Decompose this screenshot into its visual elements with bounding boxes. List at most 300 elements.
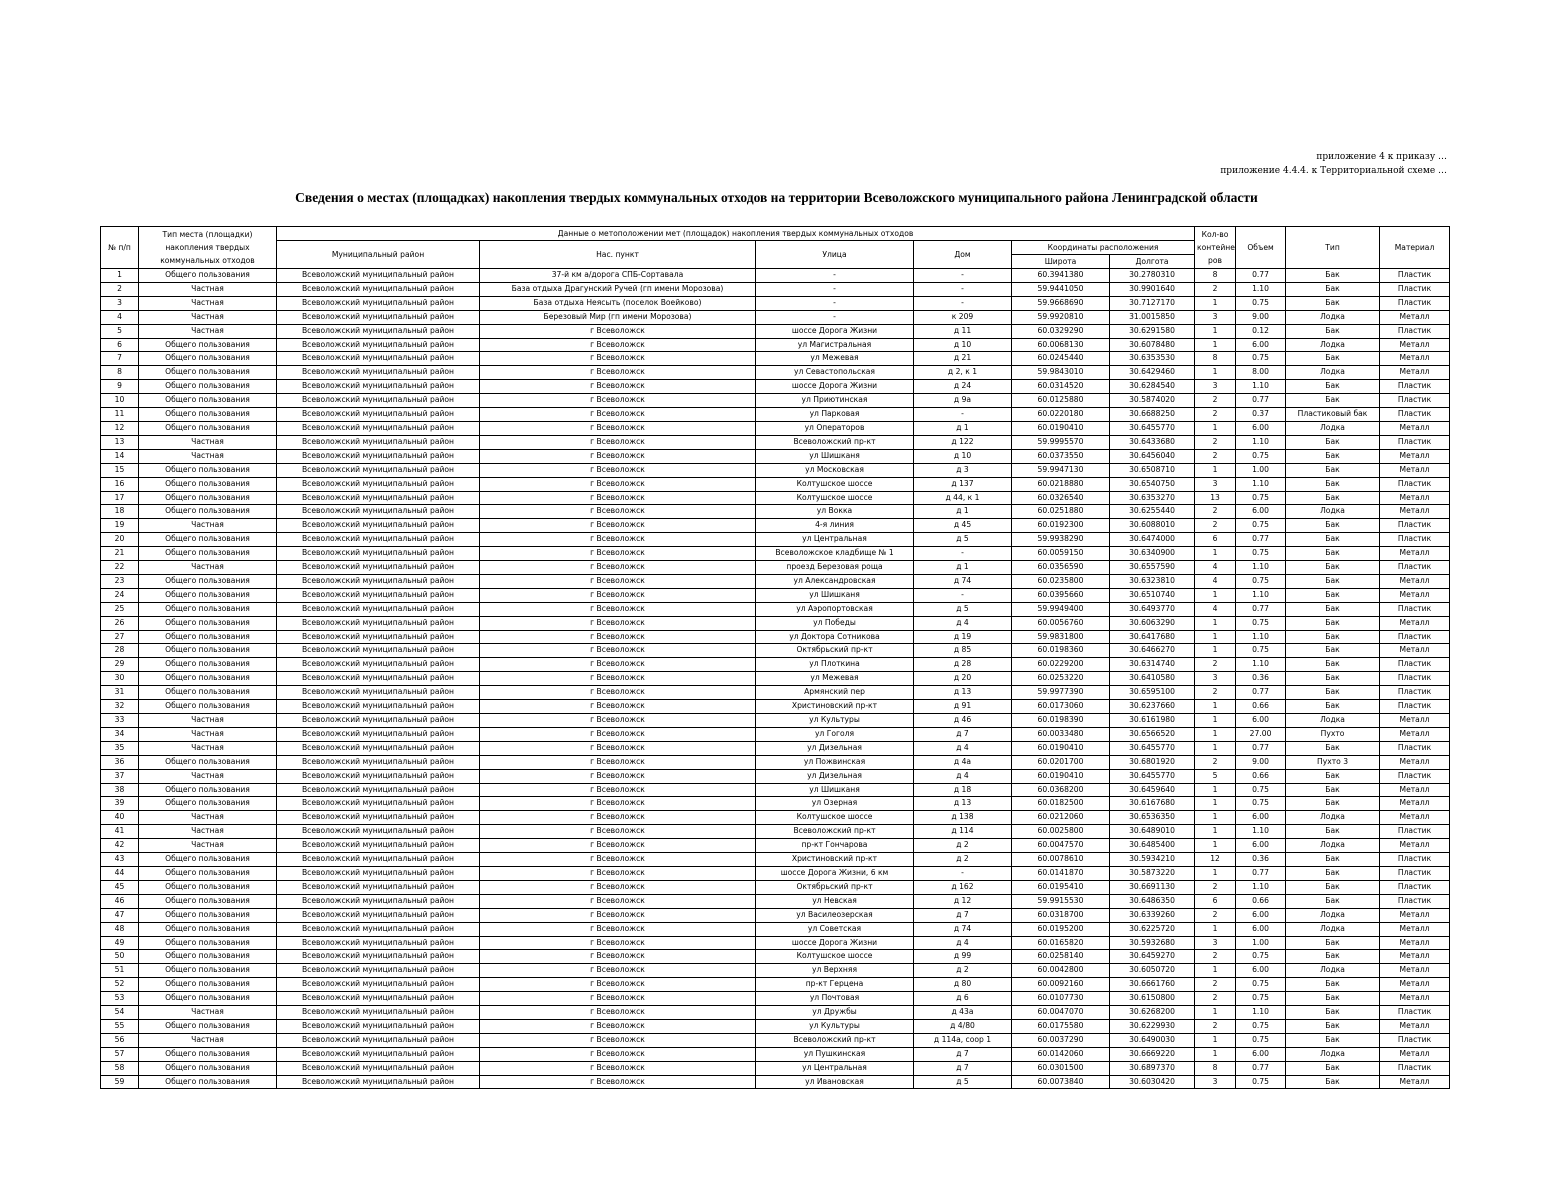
- table-row: [101, 894, 1450, 908]
- row-material-cell: Пластик: [1380, 296, 1450, 310]
- header-note-scheme: приложение 4.4.4. к Территориальной схеме …: [1220, 166, 1447, 176]
- row-count-cell: 1: [1195, 421, 1236, 435]
- row-house-cell: д 7: [914, 727, 1012, 741]
- row-lat-cell: 60.0218880: [1012, 477, 1110, 491]
- table-row: [101, 714, 1450, 728]
- row-district-cell: Всеволожский муниципальный район: [277, 839, 480, 853]
- row-lon-cell: 30.6455770: [1110, 769, 1195, 783]
- row-district-cell: Всеволожский муниципальный район: [277, 672, 480, 686]
- row-type-cell: Бак: [1286, 880, 1380, 894]
- row-material-cell: Металл: [1380, 783, 1450, 797]
- row-type-cell: Пластиковый бак: [1286, 408, 1380, 422]
- row-lon-cell: 30.6291580: [1110, 324, 1195, 338]
- row-count-cell: 2: [1195, 505, 1236, 519]
- table-row: [101, 1019, 1450, 1033]
- row-count-cell: 1: [1195, 811, 1236, 825]
- col-type-header: Тип: [1286, 227, 1380, 269]
- row-lat-cell: 60.0229200: [1012, 658, 1110, 672]
- row-num-cell: 55: [101, 1019, 139, 1033]
- row-type-cell: Бак: [1286, 700, 1380, 714]
- row-settlement-cell: г Всеволожск: [480, 380, 756, 394]
- row-house-cell: д 85: [914, 644, 1012, 658]
- row-material-cell: Металл: [1380, 964, 1450, 978]
- row-place-type-cell: Общего пользования: [139, 658, 277, 672]
- table-row: [101, 505, 1450, 519]
- row-volume-cell: 1.00: [1236, 936, 1286, 950]
- row-house-cell: д 24: [914, 380, 1012, 394]
- row-lat-cell: 59.9843010: [1012, 366, 1110, 380]
- row-num-cell: 51: [101, 964, 139, 978]
- row-district-cell: Всеволожский муниципальный район: [277, 421, 480, 435]
- row-lon-cell: 30.6459270: [1110, 950, 1195, 964]
- row-street-cell: ул Дизельная: [756, 769, 914, 783]
- row-count-cell: 3: [1195, 380, 1236, 394]
- row-num-cell: 3: [101, 296, 139, 310]
- table-row: [101, 783, 1450, 797]
- col-house-header: Дом: [914, 241, 1012, 269]
- row-volume-cell: 0.75: [1236, 547, 1286, 561]
- row-num-cell: 7: [101, 352, 139, 366]
- row-street-cell: ул Пожвинская: [756, 755, 914, 769]
- row-place-type-cell: Общего пользования: [139, 338, 277, 352]
- row-volume-cell: 1.10: [1236, 282, 1286, 296]
- row-lat-cell: 60.0073840: [1012, 1075, 1110, 1089]
- table-row: [101, 519, 1450, 533]
- row-num-cell: 9: [101, 380, 139, 394]
- row-lat-cell: 59.9920810: [1012, 310, 1110, 324]
- table-row: [101, 880, 1450, 894]
- row-lon-cell: 30.6493770: [1110, 602, 1195, 616]
- row-house-cell: д 45: [914, 519, 1012, 533]
- row-house-cell: д 2: [914, 964, 1012, 978]
- row-num-cell: 29: [101, 658, 139, 672]
- row-volume-cell: 0.75: [1236, 296, 1286, 310]
- row-type-cell: Лодка: [1286, 338, 1380, 352]
- row-house-cell: д 1: [914, 421, 1012, 435]
- row-settlement-cell: г Всеволожск: [480, 477, 756, 491]
- row-count-cell: 2: [1195, 408, 1236, 422]
- row-volume-cell: 8.00: [1236, 366, 1286, 380]
- row-street-cell: ул Дружбы: [756, 1006, 914, 1020]
- table-row: [101, 686, 1450, 700]
- row-street-cell: ул Озерная: [756, 797, 914, 811]
- row-house-cell: д 43а: [914, 1006, 1012, 1020]
- row-settlement-cell: г Всеволожск: [480, 783, 756, 797]
- row-material-cell: Металл: [1380, 338, 1450, 352]
- table-row: [101, 866, 1450, 880]
- row-street-cell: ул Советская: [756, 922, 914, 936]
- row-street-cell: ул Межевая: [756, 352, 914, 366]
- row-lon-cell: 30.6237660: [1110, 700, 1195, 714]
- table-row: [101, 727, 1450, 741]
- row-street-cell: ул Невская: [756, 894, 914, 908]
- row-settlement-cell: г Всеволожск: [480, 561, 756, 575]
- row-settlement-cell: г Всеволожск: [480, 797, 756, 811]
- row-district-cell: Всеволожский муниципальный район: [277, 547, 480, 561]
- row-district-cell: Всеволожский муниципальный район: [277, 1006, 480, 1020]
- row-type-cell: Бак: [1286, 352, 1380, 366]
- row-settlement-cell: г Всеволожск: [480, 1006, 756, 1020]
- row-lat-cell: 60.0235800: [1012, 574, 1110, 588]
- row-lon-cell: 30.6486350: [1110, 894, 1195, 908]
- row-lon-cell: 30.6489010: [1110, 825, 1195, 839]
- row-street-cell: пр-кт Гончарова: [756, 839, 914, 853]
- row-district-cell: Всеволожский муниципальный район: [277, 964, 480, 978]
- row-lat-cell: 60.0141870: [1012, 866, 1110, 880]
- row-count-cell: 1: [1195, 866, 1236, 880]
- row-lat-cell: 60.0025800: [1012, 825, 1110, 839]
- table-row: [101, 1006, 1450, 1020]
- row-type-cell: Бак: [1286, 797, 1380, 811]
- row-place-type-cell: Общего пользования: [139, 908, 277, 922]
- row-type-cell: Лодка: [1286, 908, 1380, 922]
- row-house-cell: д 138: [914, 811, 1012, 825]
- row-district-cell: Всеволожский муниципальный район: [277, 978, 480, 992]
- row-district-cell: Всеволожский муниципальный район: [277, 825, 480, 839]
- row-place-type-cell: Общего пользования: [139, 588, 277, 602]
- row-lat-cell: 60.0368200: [1012, 783, 1110, 797]
- row-settlement-cell: г Всеволожск: [480, 1047, 756, 1061]
- col-district-header: Муниципальный район: [277, 241, 480, 269]
- table-row: [101, 1075, 1450, 1089]
- row-lat-cell: 60.0107730: [1012, 992, 1110, 1006]
- row-lat-cell: 59.9441050: [1012, 282, 1110, 296]
- row-house-cell: д 2: [914, 853, 1012, 867]
- row-material-cell: Пластик: [1380, 561, 1450, 575]
- row-lon-cell: 30.6540750: [1110, 477, 1195, 491]
- row-num-cell: 54: [101, 1006, 139, 1020]
- row-lon-cell: 30.6508710: [1110, 463, 1195, 477]
- row-count-cell: 1: [1195, 922, 1236, 936]
- row-count-cell: 2: [1195, 519, 1236, 533]
- row-count-cell: 3: [1195, 936, 1236, 950]
- row-street-cell: шоссе Дорога Жизни, 6 км: [756, 866, 914, 880]
- row-settlement-cell: г Всеволожск: [480, 700, 756, 714]
- row-place-type-cell: Частная: [139, 435, 277, 449]
- row-settlement-cell: г Всеволожск: [480, 421, 756, 435]
- row-house-cell: д 7: [914, 908, 1012, 922]
- row-district-cell: Всеволожский муниципальный район: [277, 310, 480, 324]
- row-house-cell: д 5: [914, 1075, 1012, 1089]
- row-volume-cell: 0.75: [1236, 491, 1286, 505]
- row-street-cell: ул Культуры: [756, 1019, 914, 1033]
- row-type-cell: Бак: [1286, 1006, 1380, 1020]
- table-row: [101, 825, 1450, 839]
- row-num-cell: 57: [101, 1047, 139, 1061]
- row-district-cell: Всеволожский муниципальный район: [277, 950, 480, 964]
- row-district-cell: Всеволожский муниципальный район: [277, 908, 480, 922]
- row-street-cell: ул Шишканя: [756, 588, 914, 602]
- row-lon-cell: 30.6688250: [1110, 408, 1195, 422]
- row-type-cell: Бак: [1286, 394, 1380, 408]
- row-lat-cell: 59.9831800: [1012, 630, 1110, 644]
- row-volume-cell: 0.75: [1236, 644, 1286, 658]
- row-place-type-cell: Общего пользования: [139, 352, 277, 366]
- row-house-cell: д 13: [914, 797, 1012, 811]
- row-type-cell: Лодка: [1286, 964, 1380, 978]
- row-volume-cell: 0.75: [1236, 992, 1286, 1006]
- row-type-cell: Бак: [1286, 574, 1380, 588]
- document-title: Сведения о местах (площадках) накопления твердых коммунальных отходов на территории Всеволожского муниципального района Ленинградской области: [295, 190, 1258, 205]
- row-lat-cell: 60.0258140: [1012, 950, 1110, 964]
- row-house-cell: д 46: [914, 714, 1012, 728]
- row-num-cell: 43: [101, 853, 139, 867]
- row-place-type-cell: Общего пользования: [139, 421, 277, 435]
- row-volume-cell: 6.00: [1236, 421, 1286, 435]
- row-num-cell: 36: [101, 755, 139, 769]
- table-row: [101, 797, 1450, 811]
- row-material-cell: Металл: [1380, 714, 1450, 728]
- row-place-type-cell: Общего пользования: [139, 755, 277, 769]
- row-volume-cell: 0.77: [1236, 866, 1286, 880]
- row-settlement-cell: г Всеволожск: [480, 463, 756, 477]
- row-count-cell: 1: [1195, 588, 1236, 602]
- row-count-cell: 8: [1195, 1061, 1236, 1075]
- row-count-cell: 2: [1195, 908, 1236, 922]
- row-lon-cell: 30.6410580: [1110, 672, 1195, 686]
- row-type-cell: Пухто 3: [1286, 755, 1380, 769]
- row-num-cell: 23: [101, 574, 139, 588]
- row-district-cell: Всеволожский муниципальный район: [277, 338, 480, 352]
- row-settlement-cell: 37-й км а/дорога СПБ-Сортавала: [480, 269, 756, 283]
- row-place-type-cell: Общего пользования: [139, 547, 277, 561]
- row-num-cell: 11: [101, 408, 139, 422]
- row-volume-cell: 0.77: [1236, 686, 1286, 700]
- row-house-cell: д 18: [914, 783, 1012, 797]
- row-type-cell: Бак: [1286, 602, 1380, 616]
- row-lat-cell: 60.0042800: [1012, 964, 1110, 978]
- row-house-cell: д 28: [914, 658, 1012, 672]
- row-settlement-cell: г Всеволожск: [480, 992, 756, 1006]
- row-volume-cell: 0.77: [1236, 602, 1286, 616]
- table-row: [101, 352, 1450, 366]
- row-place-type-cell: Общего пользования: [139, 1047, 277, 1061]
- row-num-cell: 24: [101, 588, 139, 602]
- row-settlement-cell: г Всеволожск: [480, 435, 756, 449]
- row-type-cell: Бак: [1286, 269, 1380, 283]
- row-count-cell: 8: [1195, 352, 1236, 366]
- row-lat-cell: 60.0195410: [1012, 880, 1110, 894]
- row-material-cell: Металл: [1380, 811, 1450, 825]
- table-row: [101, 338, 1450, 352]
- row-settlement-cell: г Всеволожск: [480, 324, 756, 338]
- row-count-cell: 2: [1195, 449, 1236, 463]
- row-num-cell: 19: [101, 519, 139, 533]
- row-street-cell: ул Центральная: [756, 1061, 914, 1075]
- row-material-cell: Металл: [1380, 616, 1450, 630]
- row-lon-cell: 30.6284540: [1110, 380, 1195, 394]
- row-lon-cell: 30.6510740: [1110, 588, 1195, 602]
- row-type-cell: Бак: [1286, 519, 1380, 533]
- row-street-cell: Армянский пер: [756, 686, 914, 700]
- row-volume-cell: 9.00: [1236, 310, 1286, 324]
- row-district-cell: Всеволожский муниципальный район: [277, 741, 480, 755]
- row-lat-cell: 59.9668690: [1012, 296, 1110, 310]
- row-type-cell: Бак: [1286, 978, 1380, 992]
- row-num-cell: 17: [101, 491, 139, 505]
- row-num-cell: 8: [101, 366, 139, 380]
- row-house-cell: д 6: [914, 992, 1012, 1006]
- row-house-cell: д 5: [914, 602, 1012, 616]
- row-volume-cell: 0.66: [1236, 769, 1286, 783]
- table-row: [101, 394, 1450, 408]
- row-street-cell: пр-кт Герцена: [756, 978, 914, 992]
- row-type-cell: Бак: [1286, 630, 1380, 644]
- col-volume-header: Объем: [1236, 227, 1286, 269]
- row-house-cell: д 7: [914, 1061, 1012, 1075]
- table-row: [101, 269, 1450, 283]
- row-num-cell: 39: [101, 797, 139, 811]
- row-type-cell: Бак: [1286, 282, 1380, 296]
- row-volume-cell: 0.75: [1236, 352, 1286, 366]
- row-count-cell: 1: [1195, 839, 1236, 853]
- row-volume-cell: 0.75: [1236, 1019, 1286, 1033]
- row-lon-cell: 30.7127170: [1110, 296, 1195, 310]
- row-lat-cell: 60.0190410: [1012, 769, 1110, 783]
- row-street-cell: Христиновский пр-кт: [756, 700, 914, 714]
- row-district-cell: Всеволожский муниципальный район: [277, 408, 480, 422]
- row-lon-cell: 30.6225720: [1110, 922, 1195, 936]
- row-num-cell: 37: [101, 769, 139, 783]
- row-type-cell: Лодка: [1286, 366, 1380, 380]
- table-row: [101, 324, 1450, 338]
- row-street-cell: ул Василеозерская: [756, 908, 914, 922]
- row-house-cell: д 122: [914, 435, 1012, 449]
- row-settlement-cell: г Всеволожск: [480, 936, 756, 950]
- row-material-cell: Металл: [1380, 755, 1450, 769]
- row-volume-cell: 0.75: [1236, 574, 1286, 588]
- row-place-type-cell: Частная: [139, 296, 277, 310]
- row-house-cell: д 1: [914, 505, 1012, 519]
- row-street-cell: Всеволожское кладбище № 1: [756, 547, 914, 561]
- row-volume-cell: 0.66: [1236, 894, 1286, 908]
- row-material-cell: Металл: [1380, 992, 1450, 1006]
- row-place-type-cell: Общего пользования: [139, 880, 277, 894]
- row-house-cell: д 74: [914, 574, 1012, 588]
- row-type-cell: Бак: [1286, 769, 1380, 783]
- row-count-cell: 12: [1195, 853, 1236, 867]
- row-lon-cell: 30.6314740: [1110, 658, 1195, 672]
- row-type-cell: Бак: [1286, 853, 1380, 867]
- row-material-cell: Пластик: [1380, 825, 1450, 839]
- row-place-type-cell: Общего пользования: [139, 366, 277, 380]
- row-material-cell: Металл: [1380, 574, 1450, 588]
- row-material-cell: Металл: [1380, 644, 1450, 658]
- row-place-type-cell: Частная: [139, 282, 277, 296]
- row-count-cell: 4: [1195, 602, 1236, 616]
- row-volume-cell: 1.10: [1236, 435, 1286, 449]
- row-street-cell: -: [756, 282, 914, 296]
- row-num-cell: 26: [101, 616, 139, 630]
- row-volume-cell: 0.75: [1236, 519, 1286, 533]
- row-volume-cell: 0.36: [1236, 672, 1286, 686]
- row-lat-cell: 60.0395660: [1012, 588, 1110, 602]
- row-count-cell: 1: [1195, 463, 1236, 477]
- row-type-cell: Лодка: [1286, 1047, 1380, 1061]
- row-house-cell: д 10: [914, 338, 1012, 352]
- row-num-cell: 41: [101, 825, 139, 839]
- col-num-header: № п/п: [101, 227, 139, 269]
- table-row: [101, 421, 1450, 435]
- row-count-cell: 1: [1195, 338, 1236, 352]
- table-row: [101, 950, 1450, 964]
- row-house-cell: к 209: [914, 310, 1012, 324]
- row-material-cell: Пластик: [1380, 477, 1450, 491]
- row-lat-cell: 60.0329290: [1012, 324, 1110, 338]
- row-lat-cell: 60.0326540: [1012, 491, 1110, 505]
- row-place-type-cell: Частная: [139, 310, 277, 324]
- row-count-cell: 1: [1195, 296, 1236, 310]
- row-settlement-cell: г Всеволожск: [480, 880, 756, 894]
- row-type-cell: Бак: [1286, 672, 1380, 686]
- row-place-type-cell: Общего пользования: [139, 936, 277, 950]
- row-settlement-cell: г Всеволожск: [480, 839, 756, 853]
- row-type-cell: Бак: [1286, 547, 1380, 561]
- row-settlement-cell: г Всеволожск: [480, 769, 756, 783]
- row-type-cell: Бак: [1286, 1075, 1380, 1089]
- row-street-cell: -: [756, 296, 914, 310]
- table-row: [101, 839, 1450, 853]
- row-type-cell: Лодка: [1286, 714, 1380, 728]
- row-district-cell: Всеволожский муниципальный район: [277, 505, 480, 519]
- row-street-cell: шоссе Дорога Жизни: [756, 380, 914, 394]
- row-num-cell: 18: [101, 505, 139, 519]
- row-lon-cell: 30.6595100: [1110, 686, 1195, 700]
- row-count-cell: 2: [1195, 686, 1236, 700]
- row-settlement-cell: г Всеволожск: [480, 727, 756, 741]
- row-lon-cell: 30.6255440: [1110, 505, 1195, 519]
- row-house-cell: д 137: [914, 477, 1012, 491]
- row-material-cell: Пластик: [1380, 519, 1450, 533]
- row-num-cell: 20: [101, 533, 139, 547]
- row-count-cell: 2: [1195, 755, 1236, 769]
- row-house-cell: -: [914, 588, 1012, 602]
- row-lat-cell: 60.0037290: [1012, 1033, 1110, 1047]
- row-place-type-cell: Общего пользования: [139, 964, 277, 978]
- row-material-cell: Металл: [1380, 547, 1450, 561]
- row-place-type-cell: Общего пользования: [139, 992, 277, 1006]
- row-volume-cell: 0.75: [1236, 783, 1286, 797]
- row-material-cell: Металл: [1380, 908, 1450, 922]
- row-lon-cell: 30.2780310: [1110, 269, 1195, 283]
- row-count-cell: 1: [1195, 741, 1236, 755]
- row-lon-cell: 30.6340900: [1110, 547, 1195, 561]
- row-place-type-cell: Общего пользования: [139, 616, 277, 630]
- row-place-type-cell: Частная: [139, 1006, 277, 1020]
- row-lat-cell: 59.9915530: [1012, 894, 1110, 908]
- row-house-cell: д 44, к 1: [914, 491, 1012, 505]
- row-material-cell: Металл: [1380, 421, 1450, 435]
- row-place-type-cell: Общего пользования: [139, 394, 277, 408]
- row-count-cell: 1: [1195, 700, 1236, 714]
- row-material-cell: Пластик: [1380, 741, 1450, 755]
- row-place-type-cell: Общего пользования: [139, 853, 277, 867]
- row-lon-cell: 30.6353530: [1110, 352, 1195, 366]
- row-street-cell: ул Центральная: [756, 533, 914, 547]
- row-district-cell: Всеволожский муниципальный район: [277, 491, 480, 505]
- row-settlement-cell: г Всеволожск: [480, 894, 756, 908]
- row-volume-cell: 0.77: [1236, 741, 1286, 755]
- row-place-type-cell: Частная: [139, 811, 277, 825]
- row-material-cell: Пластик: [1380, 880, 1450, 894]
- table-row: [101, 964, 1450, 978]
- row-num-cell: 22: [101, 561, 139, 575]
- row-count-cell: 1: [1195, 727, 1236, 741]
- row-material-cell: Пластик: [1380, 630, 1450, 644]
- row-num-cell: 56: [101, 1033, 139, 1047]
- row-num-cell: 49: [101, 936, 139, 950]
- row-house-cell: д 12: [914, 894, 1012, 908]
